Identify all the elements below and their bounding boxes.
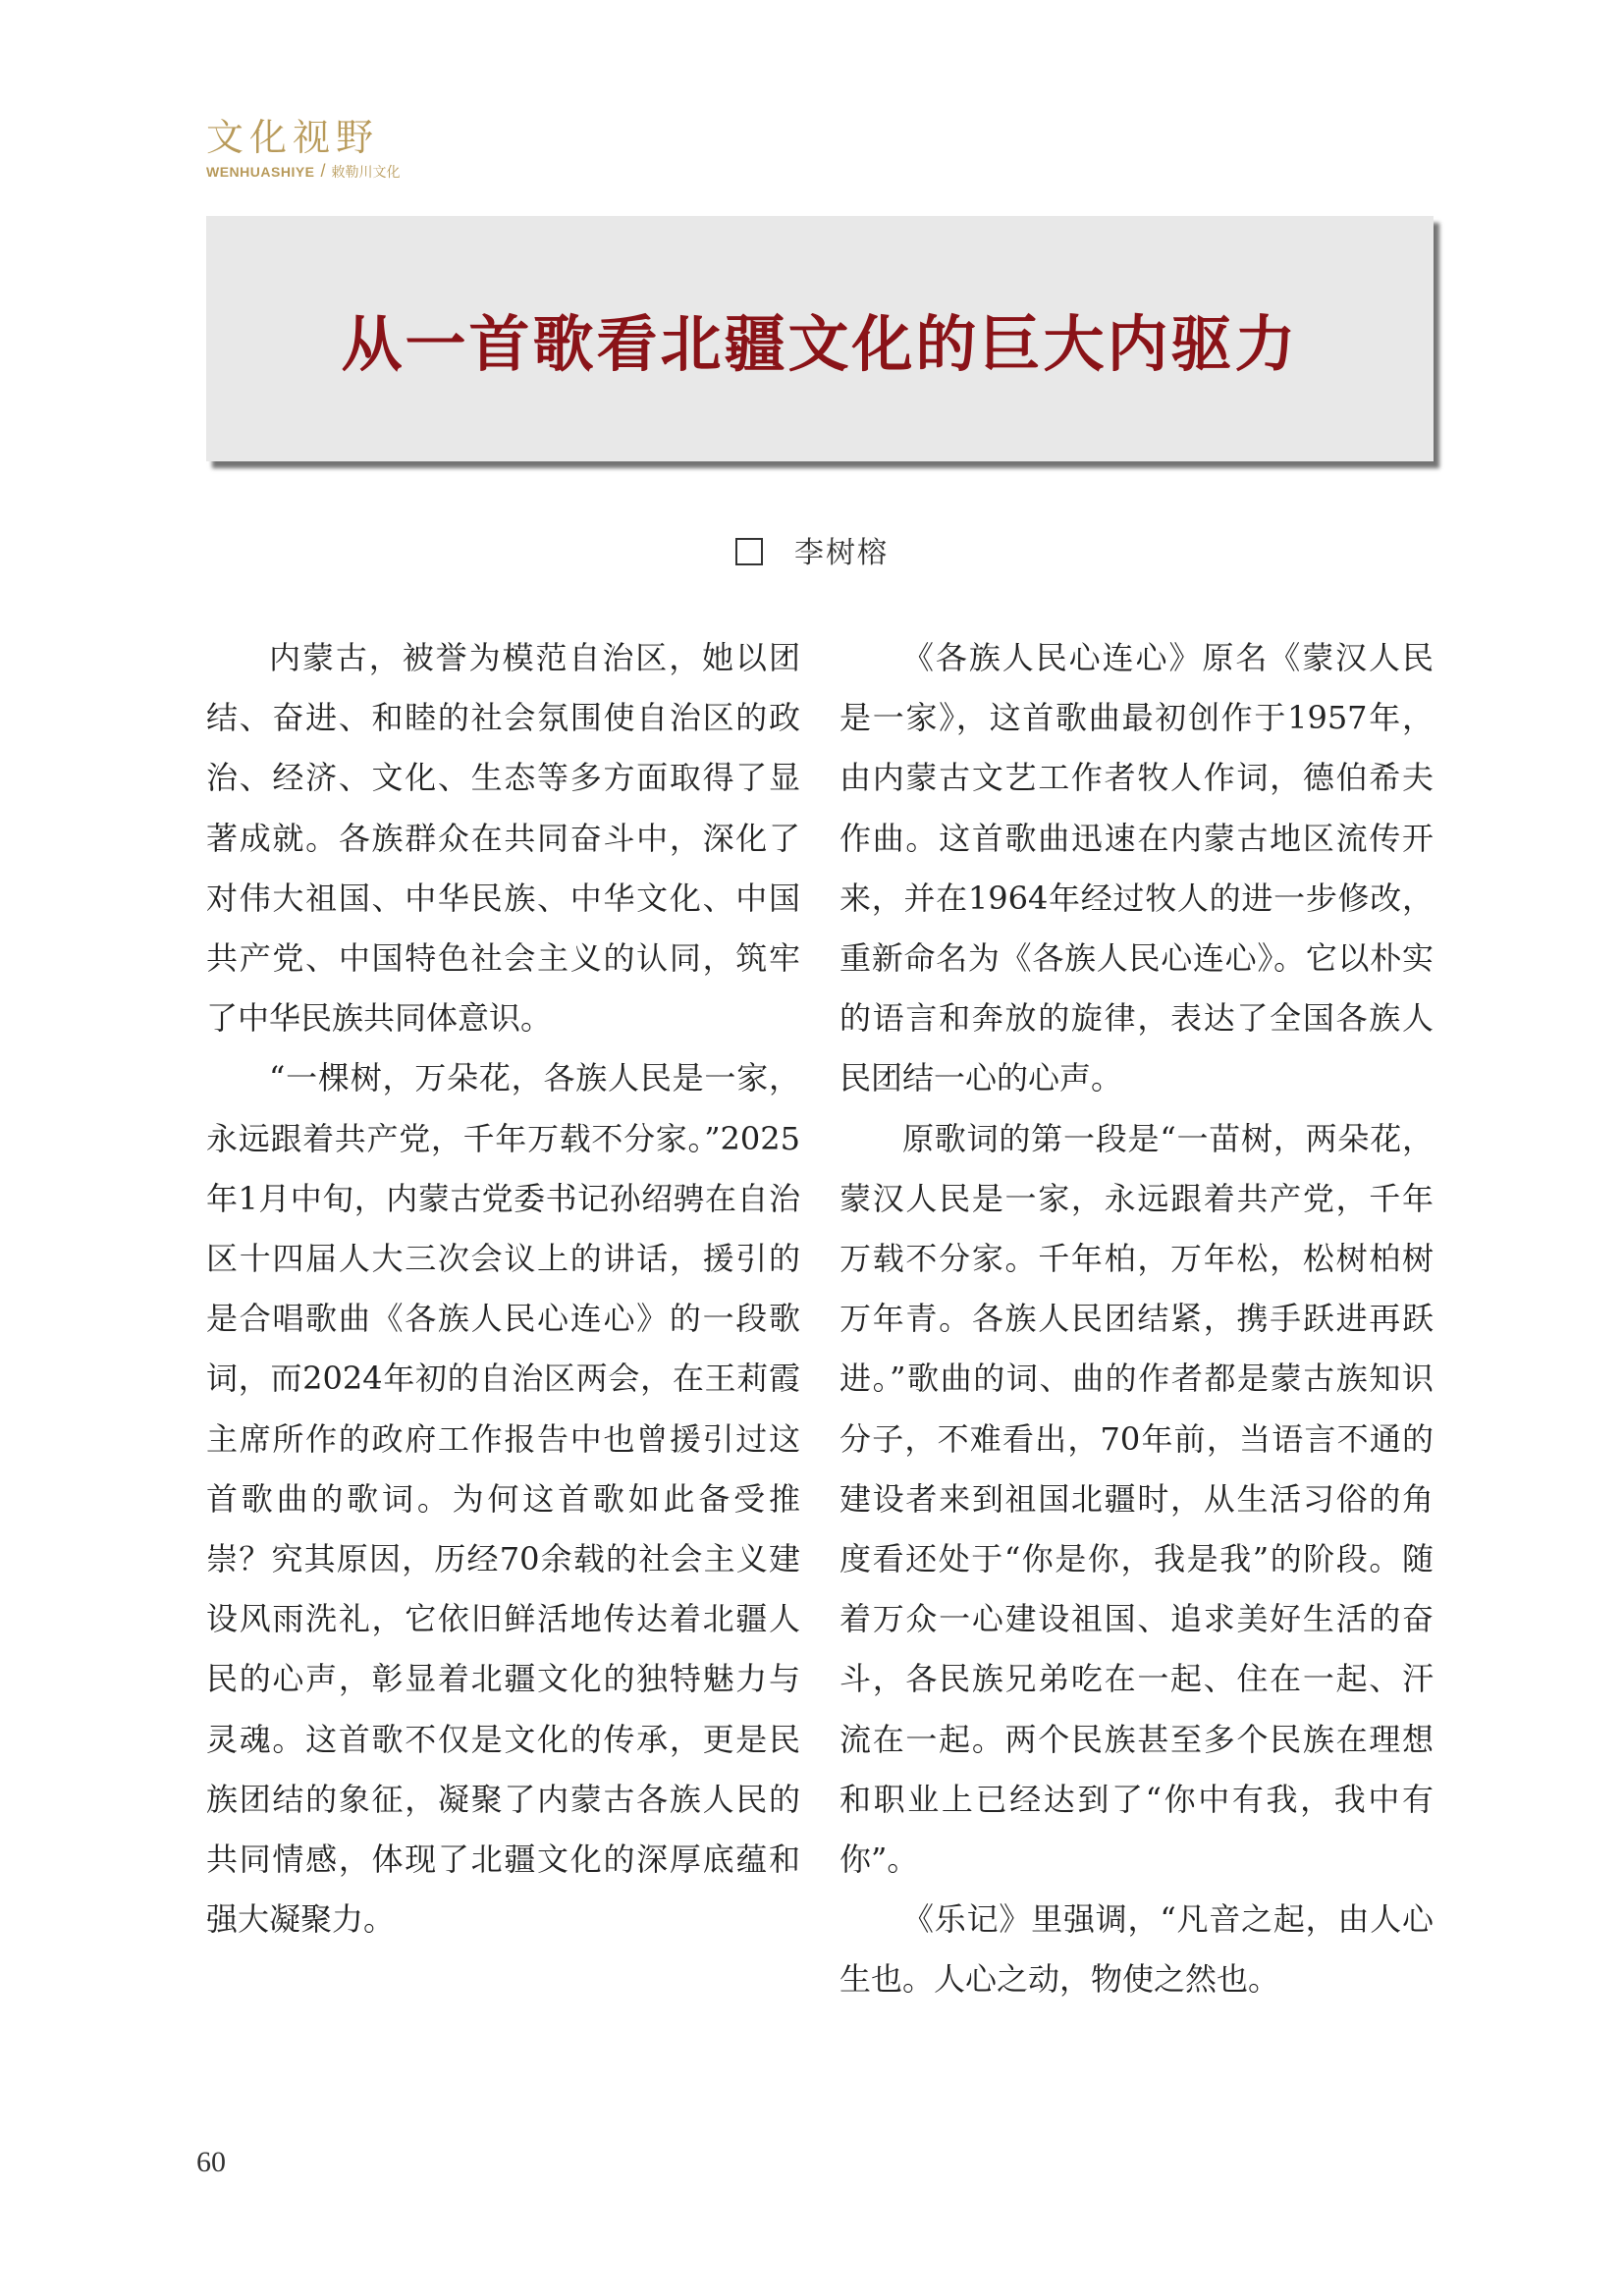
byline	[0, 536, 1624, 571]
paragraph: 《乐记》里强调，“凡音之起，由人心生也。人心之动，物使之然也。	[839, 1900, 1434, 1999]
body-column-right	[839, 628, 1434, 2010]
article-title: 从一首歌看北疆文化的巨大内驱力	[341, 307, 1299, 380]
section-subtitle-separator: /	[320, 161, 326, 181]
section-subtitle-cn: 敕勒川文化	[331, 164, 401, 180]
author-name: 李树榕	[794, 536, 889, 570]
section-header	[206, 116, 401, 182]
paragraph: 内蒙古，被誉为模范自治区，她以团结、奋进、和睦的社会氛围使自治区的政治、经济、文化、生态等多方面取得了显著成就。各族群众在共同奋斗中，深化了对伟大祖国、中华民族、中华文化、中国共产党、中国特色社会主义的认同，筑牢了中华民族共同体意识。	[206, 639, 800, 1038]
paragraph: 《各族人民心连心》原名《蒙汉人民是一家》，这首歌曲最初创作于1957年，由内蒙古文艺工作者牧人作词，德伯希夫作曲。这首歌曲迅速在内蒙古地区流传开来，并在1964年经过牧人的进一步修改，重新命名为《各族人民心连心》。它以朴实的语言和奔放的旋律，表达了全国各族人民团结一心的心声。	[839, 639, 1434, 1097]
paragraph: 原歌词的第一段是“一苗树，两朵花，蒙汉人民是一家，永远跟着共产党，千年万载不分家。千年柏，万年松，松树柏树万年青。各族人民团结紧，携手跃进再跃进。”歌曲的词、曲的作者都是蒙古族知识分子，不难看出，70年前，当语言不通的建设者来到祖国北疆时，从生活习俗的角度看还处于“你是你，我是我”的阶段。随着万众一心建设祖国、追求美好生活的奋斗，各民族兄弟吃在一起、住在一起、汗流在一起。两个民族甚至多个民族在理想和职业上已经达到了“你中有我，我中有你”。	[839, 1119, 1434, 1879]
article-title-box	[206, 216, 1434, 461]
body-column-left	[206, 628, 800, 1949]
section-subtitle	[206, 161, 401, 182]
byline-square-icon	[735, 538, 763, 565]
section-subtitle-en: WENHUASHIYE	[206, 164, 315, 180]
page-number: 60	[196, 2146, 226, 2178]
section-title: 文化视野	[206, 116, 380, 159]
paragraph: “一棵树，万朵花，各族人民是一家，永远跟着共产党，千年万载不分家。”2025年1月中旬，内蒙古党委书记孙绍骋在自治区十四届人大三次会议上的讲话，援引的是合唱歌曲《各族人民心连心》的一段歌词，而2024年初的自治区两会，在王莉霞主席所作的政府工作报告中也曾援引过这首歌曲的歌词。为何这首歌如此备受推崇？究其原因，历经70余载的社会主义建设风雨洗礼，它依旧鲜活地传达着北疆人民的心声，彰显着北疆文化的独特魅力与灵魂。这首歌不仅是文化的传承，更是民族团结的象征，凝聚了内蒙古各族人民的共同情感，体现了北疆文化的深厚底蕴和强大凝聚力。	[206, 1059, 800, 1939]
